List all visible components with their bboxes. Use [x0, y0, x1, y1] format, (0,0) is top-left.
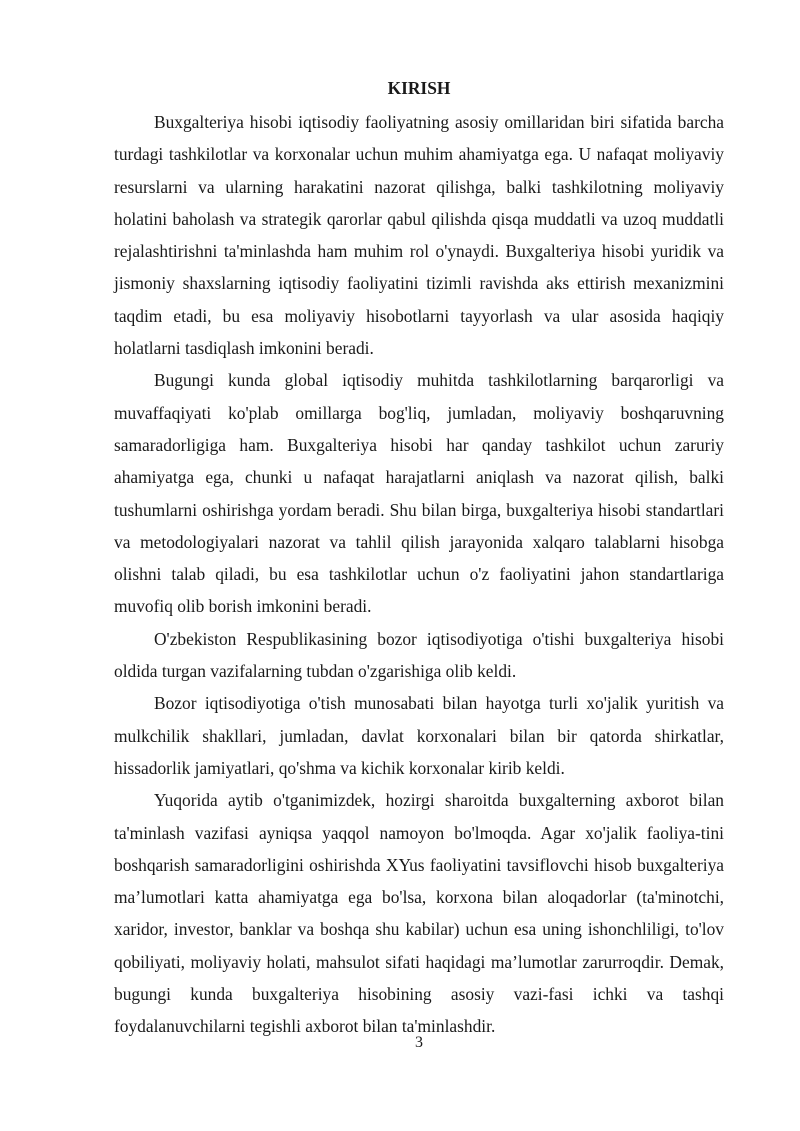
document-page: [114, 76, 724, 1043]
paragraph-3: O'zbekiston Respublikasining bozor iqtisodiyotiga o'tishi buxgalteriya hisobi oldida turgan vazifalarning tubdan o'zgarishiga olib keldi.: [114, 628, 724, 682]
page-title: KIRISH: [387, 78, 451, 98]
paragraph-2: Bugungi kunda global iqtisodiy muhitda tashkilotlarning barqarorligi va muvaffaqiyati ko'plab omillarga bog'liq, jumladan, moliyaviy boshqaruvning samaradorligiga ham. Buxgalteriya hisobi har qanday tashkilot uchun zaruriy ahamiyatga ega, chunki u nafaqat harajatlarni aniqlash va nazorat qilish, balki tushumlarni oshirishga yordam beradi. Shu bilan birga, buxgalteriya hisobi standartlari va metodologiyalari nazorat va tahlil qilish jarayonida xalqaro talablarni hisobga olishni talab qiladi, bu esa tashkilotlar uchun o'z faoliyatini jahon standartlariga muvofiq olib borish imkonini beradi.: [114, 370, 724, 617]
paragraph-1: Buxgalteriya hisobi iqtisodiy faoliyatning asosiy omillaridan biri sifatida barcha turdagi tashkilotlar va korxonalar uchun muhim ahamiyatga ega. U nafaqat moliyaviy resurslarni va ularning harakatini nazorat qilishga, balki tashkilotning moliyaviy holatini baholash va strategik qarorlar qabul qilishda qisqa muddatli va uzoq muddatli rejalashtirishni ta'minlashda ham muhim rol o'ynaydi. Buxgalteriya hisobi yuridik va jismoniy shaxslarning iqtisodiy faoliyatini tizimli ravishda aks ettirish mexanizmini taqdim etadi, bu esa moliyaviy hisobotlarni tayyorlash va ular asosida haqiqiy holatlarni tasdiqlash imkonini beradi.: [114, 112, 724, 359]
page-number: 3: [415, 1034, 423, 1051]
paragraph-5: Yuqorida aytib o'tganimizdek, hozirgi sharoitda buxgalterning axborot bilan ta'minlash vazifasi ayniqsa yaqqol namoyon bo'lmoqda. Agar xo'jalik faoliya-tini boshqarish samaradorligini oshirishda XYus faoliyatini tavsiflovchi hisob buxgalteriya ma’lumotlari katta ahamiyatga ega bo'lsa, korxona bilan aloqadorlar (ta'minotchi, xaridor, investor, banklar va boshqa shu kabilar) uchun esa uning ishonchliligi, to'lov qobiliyati, moliyaviy holati, mahsulot sifati haqidagi ma’lumotlar zarurroqdir. Demak, bugungi kunda buxgalteriya hisobining asosiy vazi-fasi ichki va tashqi foydalanuvchilarni tegishli axborot bilan ta'minlashdir.: [114, 790, 724, 1037]
paragraph-4: Bozor iqtisodiyotiga o'tish munosabati bilan hayotga turli xo'jalik yuritish va mulkchilik shakllari, jumladan, davlat korxonalari bilan bir qatorda shirkatlar, hissadorlik jamiyatlari, qo'shma va kichik korxonalar kirib keldi.: [114, 693, 724, 778]
